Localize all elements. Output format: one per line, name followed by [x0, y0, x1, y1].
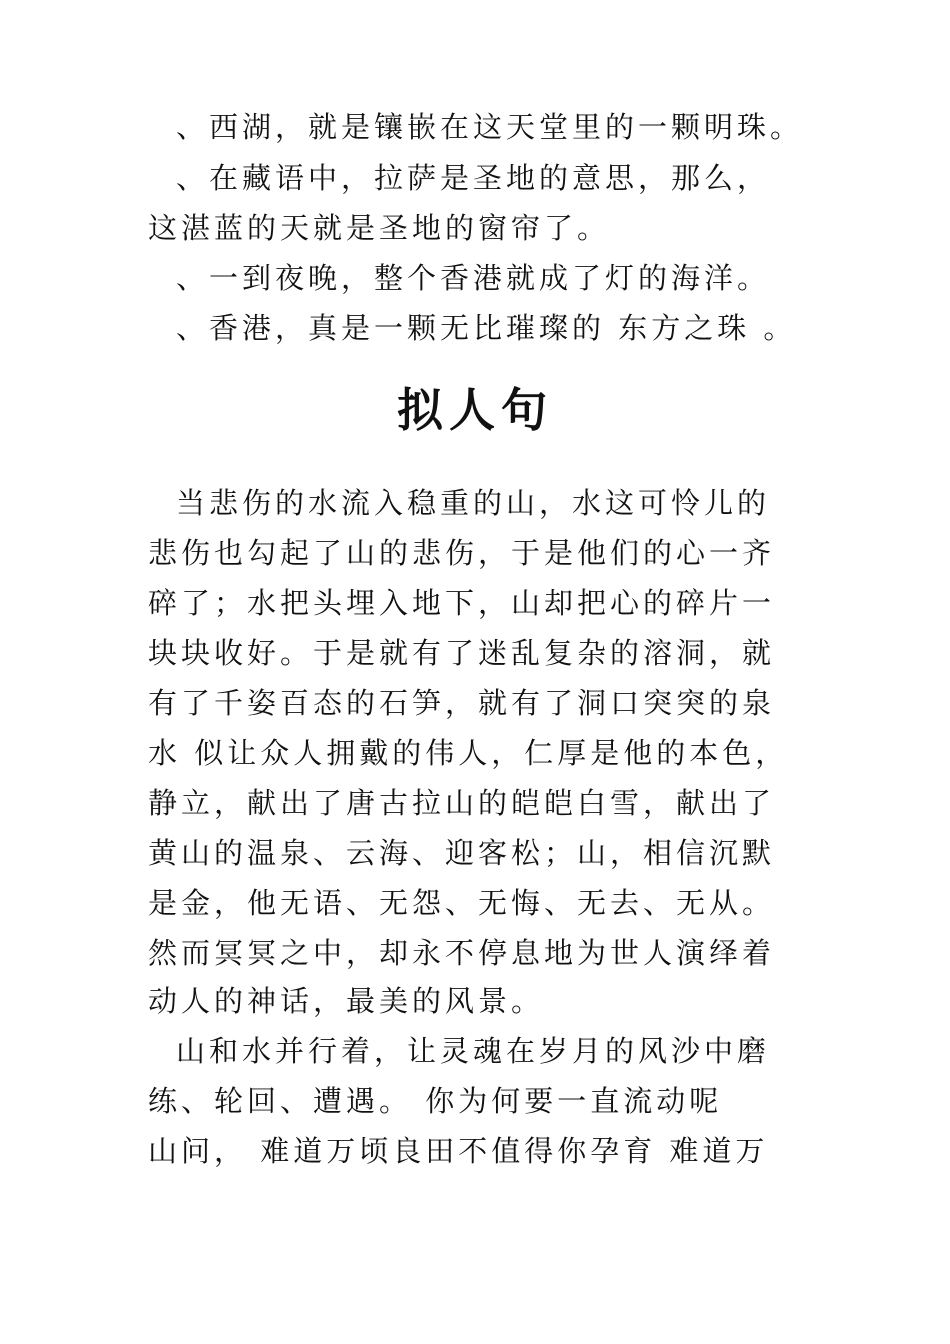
- section-heading: 拟人句: [397, 383, 553, 437]
- body-line-3: 碎了；水把头埋入地下，山却把心的碎片一: [148, 586, 776, 620]
- body-line-4: 块块收好。于是就有了迷乱复杂的溶洞，就: [148, 636, 776, 670]
- metaphor-line-1: 、西湖，就是镶嵌在这天堂里的一颗明珠。: [176, 110, 804, 144]
- body-line-8: 黄山的温泉、云海、迎客松；山，相信沉默: [148, 836, 776, 870]
- metaphor-line-4: 、一到夜晚，整个香港就成了灯的海洋。: [176, 261, 771, 295]
- body-line-10: 然而冥冥之中，却永不停息地为世人演绎着: [148, 936, 776, 970]
- metaphor-line-2: 、在藏语中，拉萨是圣地的意思，那么，: [176, 161, 771, 195]
- body-line-5: 有了千姿百态的石笋，就有了洞口突突的泉: [148, 686, 776, 720]
- metaphor-line-5: 、香港，真是一颗无比璀璨的 东方之珠 。: [176, 311, 797, 345]
- body-line-11: 动人的神话，最美的风景。: [148, 984, 545, 1018]
- body-line-1: 当悲伤的水流入稳重的山，水这可怜儿的: [176, 486, 771, 520]
- body-line-13: 练、轮回、遭遇。 你为何要一直流动呢: [148, 1084, 723, 1118]
- body-line-12: 山和水并行着，让灵魂在岁月的风沙中磨: [176, 1034, 771, 1068]
- body-line-7: 静立，献出了唐古拉山的皑皑白雪，献出了: [148, 786, 776, 820]
- body-line-14: 山问， 难道万顷良田不值得你孕育 难道万: [148, 1134, 769, 1168]
- body-line-9: 是金，他无语、无怨、无悔、无去、无从。: [148, 886, 776, 920]
- metaphor-line-3: 这湛蓝的天就是圣地的窗帘了。: [148, 211, 611, 245]
- body-line-6: 水 似让众人拥戴的伟人，仁厚是他的本色，: [148, 736, 789, 770]
- body-line-2: 悲伤也勾起了山的悲伤，于是他们的心一齐: [148, 536, 776, 570]
